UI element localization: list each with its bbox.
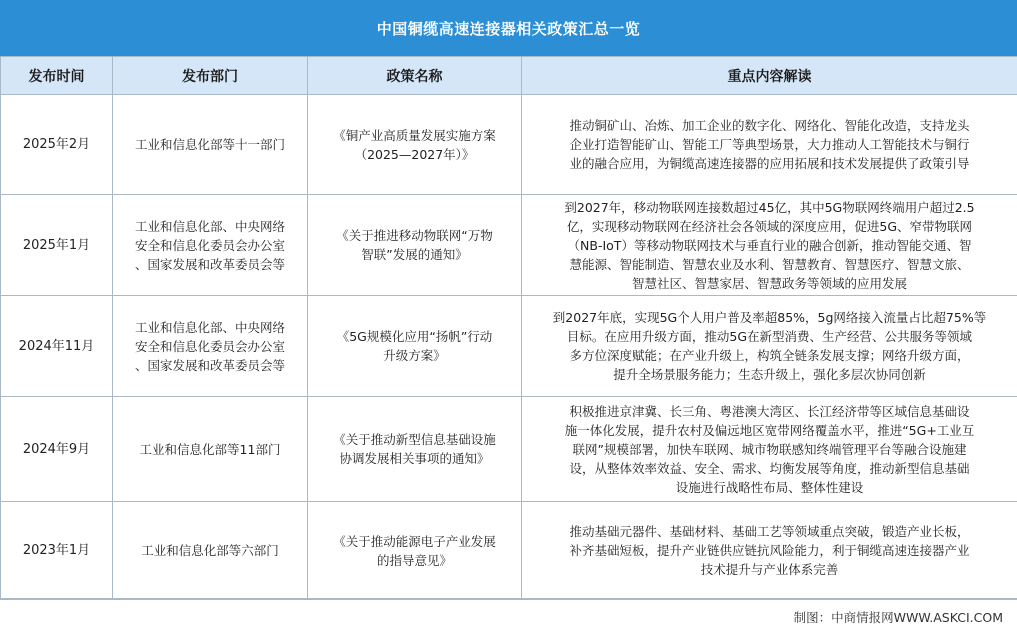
cell-department xyxy=(113,195,308,296)
cell-line: （2025—2027年）》 xyxy=(314,145,515,164)
cell-key-content xyxy=(522,296,1017,397)
cell-line: 升级方案》 xyxy=(314,346,515,365)
cell-date: 2025年2月 xyxy=(1,95,113,195)
cell-line: 工业和信息化部、中央网络 xyxy=(119,217,301,236)
cell-line: 《关于推动能源电子产业发展 xyxy=(314,532,515,551)
cell-policy-name xyxy=(308,195,522,296)
cell-department xyxy=(113,296,308,397)
cell-line: 到2027年底，实现5G个人用户普及率超85%，5g网络接入流量占比超75%等 xyxy=(532,308,1007,327)
cell-key-content xyxy=(522,502,1017,600)
cell-policy-name xyxy=(308,95,522,195)
table-title: 中国铜缆高速连接器相关政策汇总一览 xyxy=(0,0,1017,56)
cell-line: 推动铜矿山、冶炼、加工企业的数字化、网络化、智能化改造，支持龙头 xyxy=(532,116,1007,135)
table-row xyxy=(1,195,1017,296)
cell-line: 积极推进京津冀、长三角、粤港澳大湾区、长江经济带等区域信息基础设 xyxy=(532,402,1007,421)
table-row xyxy=(1,397,1017,502)
cell-line: 、国家发展和改革委员会等 xyxy=(119,356,301,375)
cell-line: 技术提升与产业体系完善 xyxy=(532,560,1007,579)
cell-line: 《关于推进移动物联网“万物 xyxy=(314,226,515,245)
cell-line: 《关于推动新型信息基础设施 xyxy=(314,430,515,449)
cell-line: 到2027年，移动物联网连接数超过45亿，其中5G物联网终端用户超过2.5 xyxy=(532,198,1007,217)
header-row xyxy=(1,57,1017,95)
cell-line: 《铜产业高质量发展实施方案 xyxy=(314,126,515,145)
cell-key-content xyxy=(522,195,1017,296)
table-row xyxy=(1,502,1017,600)
cell-line: 提升全场景服务能力；生态升级上，强化多层次协同创新 xyxy=(532,365,1007,384)
cell-policy-name xyxy=(308,296,522,397)
cell-line: 慧能源、智能制造、智慧农业及水利、智慧教育、智慧医疗、智慧文旅、 xyxy=(532,255,1007,274)
cell-line: 补齐基础短板，提升产业链供应链抗风险能力，利于铜缆高速连接器产业 xyxy=(532,541,1007,560)
source-credit: 制图：中商情报网WWW.ASKCI.COM xyxy=(794,608,1003,626)
cell-line: 企业打造智能矿山、智能工厂等典型场景，大力推动人工智能技术与铜行 xyxy=(532,135,1007,154)
cell-line: 业的融合应用，为铜缆高速连接器的应用拓展和技术发展提供了政策引导 xyxy=(532,154,1007,173)
cell-department xyxy=(113,502,308,600)
cell-line: 工业和信息化部等十一部门 xyxy=(119,135,301,154)
table-row xyxy=(1,95,1017,195)
header-date: 发布时间 xyxy=(1,57,113,95)
cell-line: 协调发展相关事项的通知》 xyxy=(314,449,515,468)
cell-line: 智慧社区、智慧家居、智慧政务等领域的应用发展 xyxy=(532,274,1007,293)
cell-line: 设施进行战略性布局、整体性建设 xyxy=(532,478,1007,497)
cell-line: 安全和信息化委员会办公室 xyxy=(119,337,301,356)
cell-date: 2024年9月 xyxy=(1,397,113,502)
cell-line: 、国家发展和改革委员会等 xyxy=(119,255,301,274)
cell-date: 2023年1月 xyxy=(1,502,113,600)
cell-line: 联网”规模部署，加快车联网、城市物联感知终端管理平台等融合设施建 xyxy=(532,440,1007,459)
cell-line: 安全和信息化委员会办公室 xyxy=(119,236,301,255)
cell-line: 工业和信息化部、中央网络 xyxy=(119,318,301,337)
cell-date: 2024年11月 xyxy=(1,296,113,397)
footer xyxy=(0,598,1017,633)
cell-date: 2025年1月 xyxy=(1,195,113,296)
header-key-content: 重点内容解读 xyxy=(522,57,1017,95)
cell-line: 施一体化发展，提升农村及偏远地区宽带网络覆盖水平，推进“5G+工业互 xyxy=(532,421,1007,440)
cell-line: 目标。在应用升级方面，推动5G在新型消费、生产经营、公共服务等领域 xyxy=(532,327,1007,346)
cell-line: 工业和信息化部等六部门 xyxy=(119,541,301,560)
header-department: 发布部门 xyxy=(113,57,308,95)
cell-line: （NB-IoT）等移动物联网技术与垂直行业的融合创新，推动智能交通、智 xyxy=(532,236,1007,255)
policy-table xyxy=(0,56,1017,600)
cell-department xyxy=(113,397,308,502)
cell-line: 《5G规模化应用“扬帆”行动 xyxy=(314,327,515,346)
cell-line: 亿，实现移动物联网在经济社会各领域的深度应用，促进5G、窄带物联网 xyxy=(532,217,1007,236)
cell-line: 设，从整体效率效益、安全、需求、均衡发展等角度，推动新型信息基础 xyxy=(532,459,1007,478)
header-policy-name: 政策名称 xyxy=(308,57,522,95)
cell-line: 推动基础元器件、基础材料、基础工艺等领域重点突破，锻造产业长板， xyxy=(532,522,1007,541)
cell-line: 工业和信息化部等11部门 xyxy=(119,440,301,459)
table-row xyxy=(1,296,1017,397)
cell-key-content xyxy=(522,95,1017,195)
cell-policy-name xyxy=(308,397,522,502)
cell-key-content xyxy=(522,397,1017,502)
cell-policy-name xyxy=(308,502,522,600)
cell-line: 智联”发展的通知》 xyxy=(314,245,515,264)
cell-line: 多方位深度赋能；在产业升级上，构筑全链条发展支撑；网络升级方面， xyxy=(532,346,1007,365)
cell-line: 的指导意见》 xyxy=(314,551,515,570)
cell-department xyxy=(113,95,308,195)
